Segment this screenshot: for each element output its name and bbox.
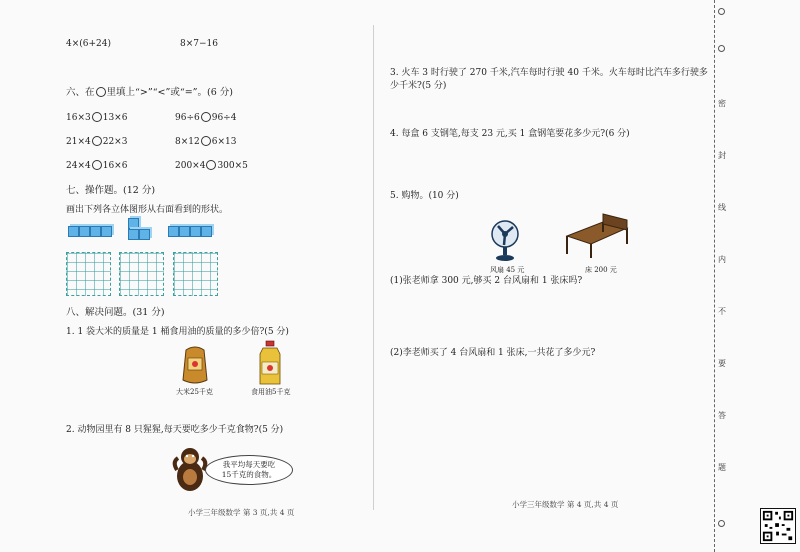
- answer-circle[interactable]: [92, 136, 102, 146]
- page-divider: [373, 25, 374, 510]
- question-4: 4. 每盒 6 支钢笔,每支 23 元,买 1 盒钢笔要花多少元?(6 分): [390, 129, 630, 139]
- compare-3-1: 24×4 16×6: [66, 161, 128, 171]
- cube-figure-2: [128, 218, 150, 240]
- compare-1-1: 16×3 13×6: [66, 113, 128, 123]
- binding-char: 封: [718, 151, 726, 160]
- section6-title-post: 里填上“>”“<”或“=”。(6 分): [106, 87, 234, 98]
- binding-hole: [718, 45, 725, 52]
- compare-1-2: 96÷6 96÷4: [175, 113, 237, 123]
- question-3-line1: 3. 火车 3 时行驶了 270 千米,汽车每时行驶 40 千米。火车每时比汽车多行驶多: [390, 68, 708, 78]
- bed-icon: [563, 210, 631, 260]
- expr-1: 4×(6+24): [66, 39, 112, 49]
- bubble-line-2: 15千克的食物。: [221, 470, 277, 479]
- question-5: 5. 购物。(10 分): [390, 191, 459, 201]
- answer-circle[interactable]: [92, 160, 102, 170]
- answer-circle[interactable]: [201, 112, 211, 122]
- binding-char: 密: [718, 99, 726, 108]
- binding-char: 内: [718, 255, 726, 264]
- section6-title-pre: 六、在: [66, 87, 95, 98]
- rice-bag-icon: [180, 344, 210, 386]
- oil-bottle-icon: [257, 340, 283, 386]
- question-5-2: (2)李老师买了 4 台风扇和 1 张床,一共花了多少元?: [390, 348, 596, 358]
- qr-code-icon: [760, 508, 796, 544]
- cube-figure-3: [168, 226, 212, 237]
- question-5-1: (1)张老师拿 300 元,够买 2 台风扇和 1 张床吗?: [390, 276, 583, 286]
- binding-hole: [718, 520, 725, 527]
- answer-grid-1[interactable]: [66, 252, 111, 296]
- fan-icon: [490, 218, 520, 262]
- answer-grid-3[interactable]: [173, 252, 218, 296]
- section7-title: 七、操作题。(12 分): [66, 185, 156, 196]
- rice-label: 大米25千克: [176, 388, 213, 396]
- cube-figure-1: [68, 226, 112, 237]
- section8-title: 八、解决问题。(31 分): [66, 307, 165, 318]
- gorilla-icon: [172, 446, 208, 494]
- binding-char: 题: [718, 463, 726, 472]
- fan-label: 风扇 45 元: [490, 266, 525, 274]
- expr-2: 8×7−16: [180, 39, 218, 49]
- question-2: 2. 动物园里有 8 只猩猩,每天要吃多少千克食物?(5 分): [66, 425, 284, 435]
- binding-hole: [718, 8, 725, 15]
- compare-2-1: 21×4 22×3: [66, 137, 128, 147]
- answer-grid-2[interactable]: [119, 252, 164, 296]
- binding-char: 答: [718, 411, 726, 420]
- compare-2-2: 8×12 6×13: [175, 137, 237, 147]
- binding-char: 不: [718, 307, 726, 316]
- right-footer: 小学三年级数学 第 4 页,共 4 页: [512, 500, 619, 509]
- bed-label: 床 200 元: [585, 266, 617, 274]
- binding-char: 线: [718, 203, 726, 212]
- answer-circle[interactable]: [92, 112, 102, 122]
- compare-3-2: 200×4 300×5: [175, 161, 248, 171]
- section7-instruction: 画出下列各立体图形从右面看到的形状。: [66, 205, 229, 215]
- answer-circle[interactable]: [206, 160, 216, 170]
- binding-char: 要: [718, 359, 726, 368]
- question-1: 1. 1 袋大米的质量是 1 桶食用油的质量的多少倍?(5 分): [66, 327, 289, 337]
- left-footer: 小学三年级数学 第 3 页,共 4 页: [188, 508, 295, 517]
- answer-circle[interactable]: [201, 136, 211, 146]
- question-3-line2: 少千米?(5 分): [390, 81, 447, 91]
- circle-icon: [96, 87, 106, 97]
- bubble-line-1: 我平均每天要吃: [222, 460, 276, 469]
- oil-label: 食用油5千克: [251, 388, 291, 396]
- section6-title: [66, 87, 233, 99]
- speech-bubble: [205, 455, 293, 485]
